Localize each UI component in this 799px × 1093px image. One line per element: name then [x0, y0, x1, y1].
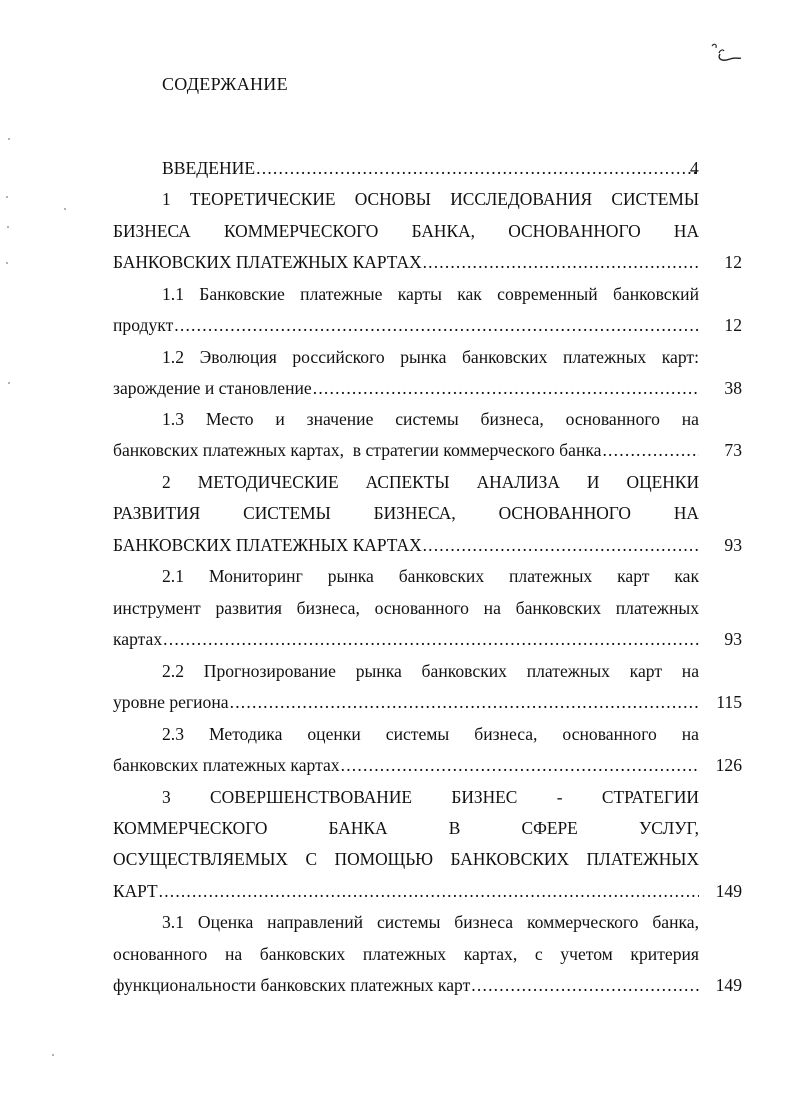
- toc-section-2-1-line: инструмент развития бизнеса, основанного на банковских платежных: [113, 598, 699, 618]
- toc-entry-text: банковских платежных картах, в стратегии коммерческого банка: [113, 440, 602, 460]
- toc-chapter-3-line: ОСУЩЕСТВЛЯЕМЫХ С ПОМОЩЬЮ БАНКОВСКИХ ПЛАТЕЖНЫХ: [113, 849, 699, 869]
- toc-page-number: 12: [724, 252, 742, 272]
- toc-chapter-3-line: 3 СОВЕРШЕНСТВОВАНИЕ БИЗНЕС - СТРАТЕГИИ: [162, 787, 699, 807]
- toc-chapter-2-line: РАЗВИТИЯ СИСТЕМЫ БИЗНЕСА, ОСНОВАННОГО НА: [113, 503, 699, 523]
- toc-entry-text: БАНКОВСКИХ ПЛАТЕЖНЫХ КАРТАХ: [113, 535, 422, 555]
- leader-dots: [341, 753, 699, 777]
- toc-section-2-3-line: 2.3 Методика оценки системы бизнеса, основанного на: [162, 724, 699, 744]
- toc-page-number: 149: [715, 881, 742, 901]
- scan-speck: [7, 226, 9, 228]
- leader-dots: [471, 973, 699, 997]
- toc-section-2-2-line: [113, 690, 699, 714]
- toc-page-number: 126: [715, 755, 742, 775]
- toc-section-3-1-line: 3.1 Оценка направлений системы бизнеса коммерческого банка,: [162, 912, 699, 932]
- toc-entry-text: зарождение и становление: [113, 378, 312, 398]
- toc-page-number: 4: [690, 158, 699, 178]
- leader-dots: [230, 690, 699, 714]
- toc-entry-text: уровне региона: [113, 692, 229, 712]
- leader-dots: [256, 156, 699, 180]
- toc-page-number: 38: [724, 378, 742, 398]
- toc-page-number: 12: [724, 315, 742, 335]
- toc-page-number: 93: [724, 629, 742, 649]
- toc-page-number: 149: [715, 975, 742, 995]
- toc-page-number: 73: [724, 440, 742, 460]
- toc-section-1-3-line: [113, 438, 699, 462]
- toc-entry-text: БАНКОВСКИХ ПЛАТЕЖНЫХ КАРТАХ: [113, 252, 422, 272]
- toc-chapter-3-line: КОММЕРЧЕСКОГО БАНКА В СФЕРЕ УСЛУГ,: [113, 818, 699, 838]
- scan-speck: [64, 208, 66, 210]
- toc-entry-text: банковских платежных картах: [113, 755, 340, 775]
- toc-section-1-1-line: 1.1 Банковские платежные карты как современный банковский: [162, 284, 699, 304]
- toc-entry-text: продукт: [113, 315, 174, 335]
- toc-section-1-1-line: [113, 313, 699, 337]
- toc-section-2-3-line: [113, 753, 699, 777]
- leader-dots: [602, 438, 699, 462]
- leader-dots: [313, 376, 699, 400]
- toc-chapter-2-line: [113, 533, 699, 557]
- leader-dots: [159, 879, 699, 903]
- scan-speck: [8, 382, 10, 384]
- scan-speck: [52, 1054, 54, 1056]
- toc-section-3-1-line: [113, 973, 699, 997]
- toc-entry-text: картах: [113, 629, 163, 649]
- toc-entry-text: КАРТ: [113, 881, 158, 901]
- toc-chapter-3-line: [113, 879, 699, 903]
- toc-section-3-1-line: основанного на банковских платежных картах, с учетом критерия: [113, 944, 699, 964]
- scan-speck: [6, 262, 8, 264]
- leader-dots: [423, 533, 699, 557]
- toc-page-number: 115: [716, 692, 742, 712]
- toc-section-1-2-line: [113, 376, 699, 400]
- toc-section-1-3-line: 1.3 Место и значение системы бизнеса, основанного на: [162, 409, 699, 429]
- toc-chapter-1-line: БИЗНЕСА КОММЕРЧЕСКОГО БАНКА, ОСНОВАННОГО НА: [113, 221, 699, 241]
- leader-dots: [174, 313, 699, 337]
- toc-chapter-1-line: [113, 250, 699, 274]
- toc-section-2-1-line: [113, 627, 699, 651]
- toc-section-1-2-line: 1.2 Эволюция российского рынка банковских платежных карт:: [162, 347, 699, 367]
- toc-section-2-2-line: 2.2 Прогнозирование рынка банковских платежных карт на: [162, 661, 699, 681]
- leader-dots: [163, 627, 699, 651]
- scan-speck: [8, 138, 10, 140]
- leader-dots: [423, 250, 699, 274]
- toc-entry-intro: [162, 156, 699, 180]
- page-title: СОДЕРЖАНИЕ: [162, 74, 288, 94]
- toc-chapter-1-line: 1 ТЕОРЕТИЧЕСКИЕ ОСНОВЫ ИССЛЕДОВАНИЯ СИСТЕМЫ: [162, 189, 699, 209]
- toc-entry-text: ВВЕДЕНИЕ: [162, 158, 256, 178]
- scan-speck: [6, 196, 8, 198]
- toc-page-number: 93: [724, 535, 742, 555]
- toc-section-2-1-line: 2.1 Мониторинг рынка банковских платежных карт как: [162, 566, 699, 586]
- toc-entry-text: функциональности банковских платежных карт: [113, 975, 471, 995]
- toc-chapter-2-line: 2 МЕТОДИЧЕСКИЕ АСПЕКТЫ АНАЛИЗА И ОЦЕНКИ: [162, 472, 699, 492]
- handwritten-mark: [708, 40, 744, 66]
